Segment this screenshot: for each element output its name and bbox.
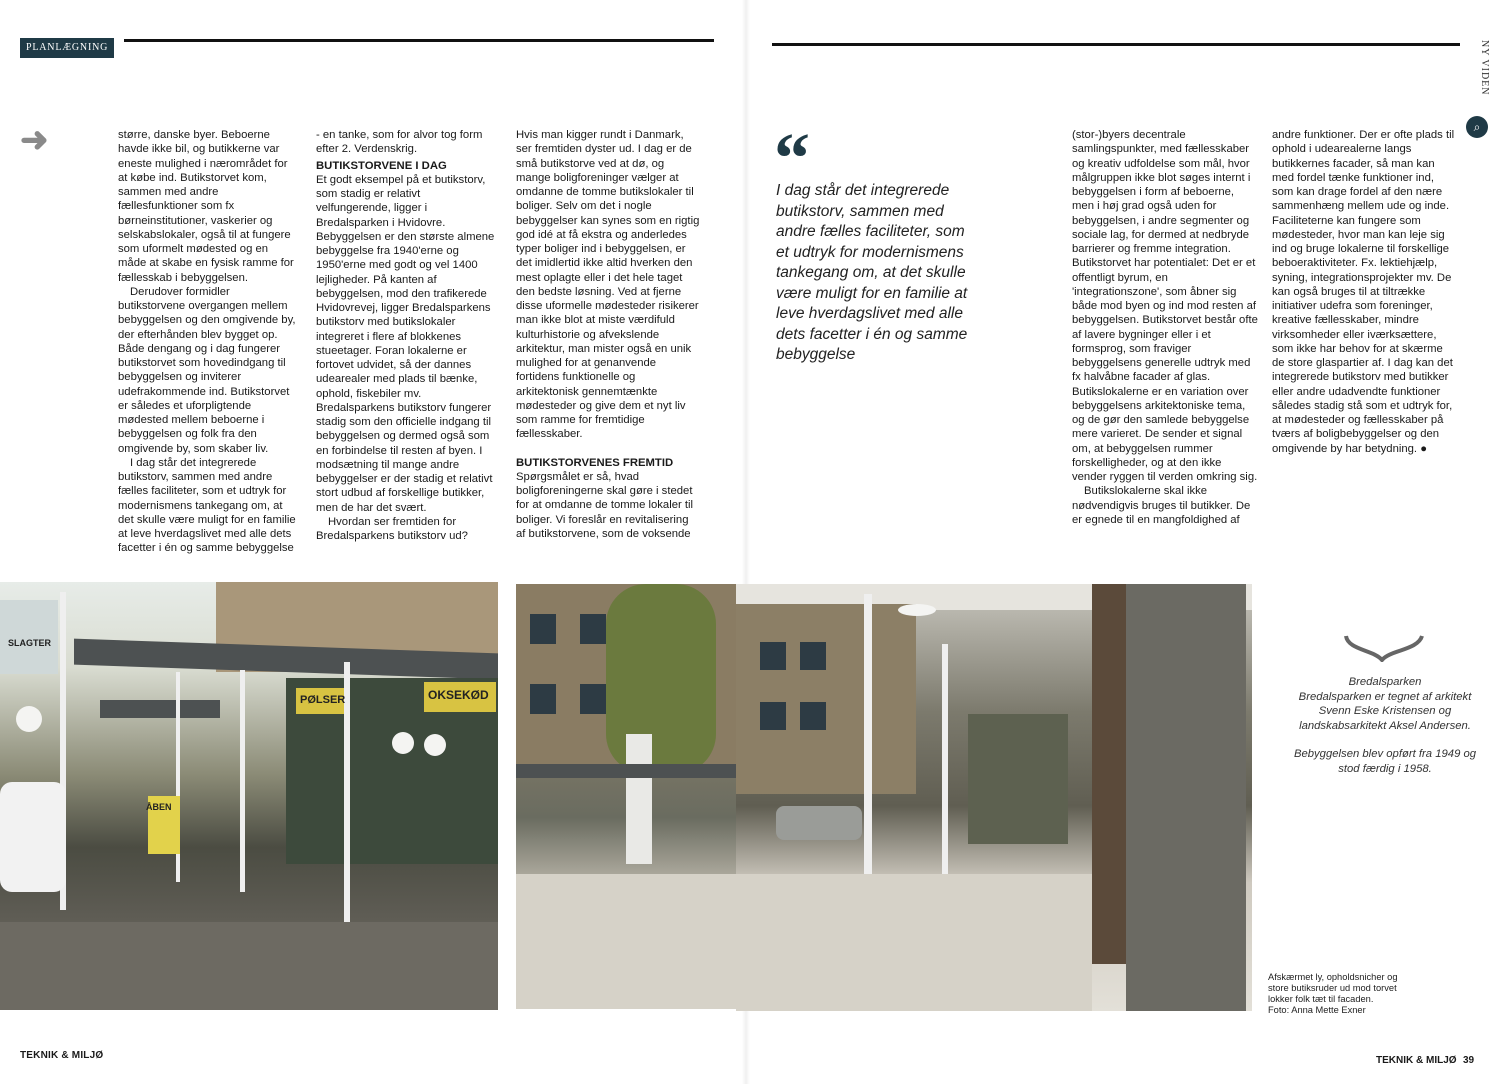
paragraph: Spørgsmålet er så, hvad boligforeningerne skal gøre i stedet for at omdanne de tomme lokaler til boliger. Vi foreslår en revitalisering af butikstorvene, som de voksende [516,470,694,540]
header-rule-right [772,43,1460,46]
shop-sign: PØLSER [300,694,346,706]
subheading: BUTIKSTORVENE I DAG [316,159,447,172]
paragraph: Hvordan ser fremtiden for Bredalsparkens butikstorv ud? [316,515,468,542]
shop-sign: SLAGTER [8,638,52,648]
open-sign: ÅBEN [146,802,172,812]
photo-credit: Foto: Anna Mette Exner [1268,1005,1366,1015]
paragraph: Et godt eksempel på et butikstorv, som stadig er relativt velfungerende, ligger i Bredalsparken i Hvidovre. Bebyggelsen er den største almene bebyggelse fra 1940'erne og 1950'erne med godt og vel 1400 lejligheder. På kanten af bebyggelsen, mod den trafikerede Hvidovrevej, ligger Bredalsparkens butikstorv med butikslokaler integreret i flere af blokkenes stueetager. Foran lokalerne er fortovet udvidet, så der dannes udearealer med plads til bænke, ophold, fiskebiler mv. Bredalsparkens butikstorv fungerer stadig som den officielle indgang til bebyggelsen og dermed også som en forbindelse til resten af byen. I modsætning til mange andre bebyggelser er der stadig et relativt stort udbud af forskellige butikker, men de har det svært. [316,173,495,514]
quote-mark-icon: “ [774,128,810,174]
shop-sign: OKSEKØD [428,688,489,702]
header-rule-left [124,39,714,42]
photo-caption [1268,972,1418,1016]
photo-arcade-walkway [736,584,1252,1011]
photo-caption-text: Afskærmet ly, opholdsnicher og store butiksruder ud mod torvet lokker folk tæt til facaden. [1268,972,1398,1004]
article-column-5 [1272,128,1458,456]
photo-shopping-arcade [0,582,498,1010]
magnifier-icon: ⌕ [1466,116,1488,138]
photo-square-tree [516,584,736,1009]
side-label: NY VIDEN [1479,40,1490,96]
caption-body: Bredalsparken er tegnet af arkitekt Svenn Eske Kristensen og landskabsarkitekt Aksel Andersen. [1298,690,1472,732]
footer-publication-right: TEKNIK & MILJØ [1376,1055,1457,1066]
paragraph: (stor-)byers decentrale samlingspunkter, med fællesskaber og kreativ udfoldelse som mål, hvor målgruppen ikke blot søges internt i bebyggelsen i form af beboerne, men i høj grad også uden for bebyggelsen, i andre segmenter og sociale lag, for dermed at nedbryde barrierer og fremme integration. Butikstorvet har potentialet: Det er et offentligt byrum, en 'integrationszone', som åbner sig både mod byen og ind mod resten af bebyggelsen. Butikstorvet består ofte af lavere bygninger eller i et formsprog, som fraviger bebyggelsens generelle udtryk med fx halvåbne facader af glas. Butikslokalerne er en variation over bebyggelsens arkitektoniske tema, og de gør den samlede bebyggelse mere varieret. De sender et signal om, at bebyggelsen rummer forskelligheder, og at den ikke vender ryggen til verden omkring sig. [1072,129,1258,483]
pull-quote: I dag står det integrerede butikstorv, sammen med andre fælles faciliteter, som et udtryk for modernismens tankegang om, at det skulle være muligt for en familie at leve hverdagslivet med alle dets facetter i én og samme bebyggelse [776,182,968,363]
article-column-4 [1072,128,1258,527]
paragraph: Butikslokalerne skal ikke nødvendigvis bruges til butikker. De er egnede til en mangfoldighed af [1072,485,1251,526]
paragraph: Hvis man kigger rundt i Danmark, ser fremtiden dyster ud. I dag er de små butikstorve ved at dø, og mange boligforeninger vælger at omdanne de tomme butikslokaler til boliger. Selv om det i nogle bebyggelser kan synes som en rigtig god idé at få ekstra og anderledes typer boliger ind i bebyggelsen, er det imidlertid ikke altid hverken den mest oplagte eller i det hele taget den bedste løsning. Ved at fjerne disse uformelle mødesteder risikerer man ikke blot at miste værdifuld kulturhistorie og afvekslende arkitektur, man mister også en unik mulighed for at genanvende fortidens funktionelle og arkitektonisk gennemtænkte mødesteder og give dem et nyt liv som ramme for fremtidige fællesskaber. [516,129,700,441]
paragraph: Derudover formidler butikstorvene overgangen mellem bebyggelsen og den omgivende by, der efterhånden blev bygget op. Både dengang og i dag fungerer butikstorvet som hovedindgang til bebyggelsen og inviterer udefrakommende ind. Butikstorvet er således et uforpligtende mødested mellem beboerne i bebyggelsen og folk fra den omgivende by, som skaber liv. [118,285,296,455]
article-column-3 [516,128,700,541]
caption-title: Bredalsparken [1348,676,1422,688]
sidebar-caption [1292,675,1478,790]
paragraph: - en tanke, som for alvor tog form efter 2. Verdenskrig. [316,129,483,156]
caption-body-2: Bebyggelsen blev opført fra 1949 og stod færdig i 1958. [1293,748,1477,775]
article-column-2 [316,128,496,543]
page-number: 39 [1463,1055,1475,1066]
paragraph: andre funktioner. Der er ofte plads til ophold i udearealerne langs butikkernes facader, så man kan med fordel tænke funktioner ind, som kan drage fordel af den nære sammenhæng mellem ude og inde. Faciliteterne kan fungere som mødesteder, hvor man kan leje sig ind og bruge lokalerne til forskellige beboeraktiviteter. Fx. lektiehjælp, syning, integrationsprojekter mv. De kan også bruges til at tiltrække initiativer udefra som foreninger, kreative fællesskaber, mindre virksomheder eller iværksættere, som ikke har behov for at skærme de store glaspartier af. I dag kan det integrerede butikstorv med butikker eller andre udadvendte funktioner således stadig stå som et udtryk for, at mødesteder og fællesskaber på tværs af boligbebyggelser og den omgivende by har betydning. ● [1272,129,1455,455]
article-column-1 [118,128,298,556]
brace-ornament-icon [1344,632,1424,662]
subheading: BUTIKSTORVENES FREMTID [516,456,674,469]
arrow-right-icon: ➜ [20,121,49,159]
section-tag: PLANLÆGNING [20,38,114,58]
paragraph: større, danske byer. Beboerne havde ikke bil, og butikkerne var eneste mulighed i nærområdet for at købe ind. Butikstorvet kom, sammen med andre fællesfunktioner som fx børneinstitutioner, vaskerier og selskabslokaler, også til at fungere som uformelt mødested og en måde at skabe en fysisk ramme for fællesskab i bebyggelsen. [118,129,294,284]
footer-publication-left: TEKNIK & MILJØ [20,1050,104,1061]
paragraph: I dag står det integrerede butikstorv, sammen med andre fælles faciliteter, som et udtryk for modernismens tankegang om, at det skulle være muligt for en familie at leve hverdagslivet med alle dets facetter i én og samme bebyggelse [118,456,296,555]
